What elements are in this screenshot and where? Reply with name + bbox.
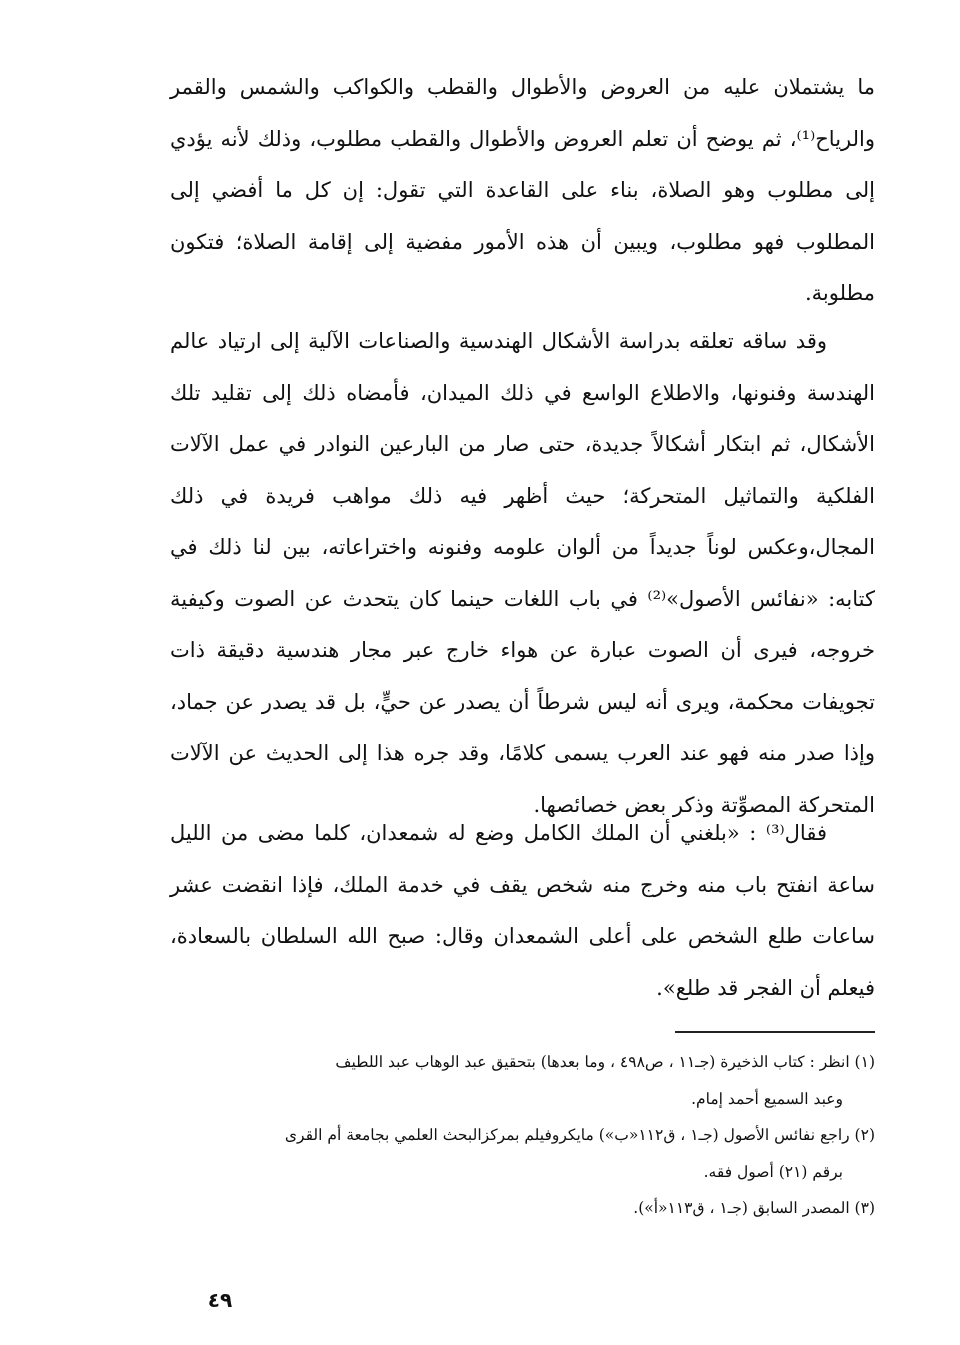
- body-paragraph-1: ما يشتملان عليه من العروض والأطوال والقطب والكواكب والشمس والقمر والرياح⁽¹⁾، ثم يوضح أن تعلم العروض والأطوال والقطب مطلوب، وذلك لأنه يؤدي إلى مطلوب وهو الصلاة، بناء على القاعدة التي تقول: إن كل ما أفضي إلى المطلوب فهو مطلوب، ويبين أن هذه الأمور مفضية إلى إقامة الصلاة؛ فتكون مطلوبة.: [170, 75, 875, 305]
- footnote-1: (١) انظر : كتاب الذخيرة (جـ١١ ، ص٤٩٨ ، وما بعدها) بتحقيق عبد الوهاب عبد اللطيف: [335, 1053, 875, 1071]
- footnote-2-continuation: برقم (٢١) أصول فقه.: [703, 1162, 843, 1181]
- footnote-1-continuation: وعبد السميع أحمد إمام.: [691, 1089, 843, 1108]
- footnote-separator: [675, 1031, 875, 1033]
- footnotes: [170, 1044, 875, 1227]
- body-paragraph-3: فقال⁽³⁾ : «بلغني أن الملك الكامل وضع له شمعدان، كلما مضى من الليل ساعة انفتح باب منه وخرج منه شخص يقف في خدمة الملك، فإذا انقضت عشر ساعات طلع الشخص على أعلى الشمعدان وقال: صبح الله السلطان بالسعادة، فيعلم أن الفجر قد طلع».: [170, 821, 875, 1000]
- footnote-2: (٢) راجع نفائس الأصول (جـ١ ، ق١١٢«ب») مايكروفيلم بمركزالبحث العلمي بجامعة أم القرى: [284, 1126, 875, 1144]
- footnote-3: (٣) المصدر السابق (جـ١ ، ق١١٣«أ»).: [633, 1199, 875, 1217]
- body-paragraph-2: وقد ساقه تعلقه بدراسة الأشكال الهندسية والصناعات الآلية إلى ارتياد عالم الهندسة وفنونها، والاطلاع الواسع في ذلك الميدان، فأمضاه ذلك إلى تقليد تلك الأشكال، ثم ابتكار أشكالاً جديدة، حتى صار من البارعين النوادر في عمل الآلات الفلكية والتماثيل المتحركة؛ حيث أظهر فيه ذلك مواهب فريدة في ذلك المجال،وعكس لوناً جديداً من ألوان علومه وفنونه واختراعاته، بين لنا ذلك في كتابه: «نفائس الأصول»⁽²⁾ في باب اللغات حينما كان يتحدث عن الصوت وكيفية خروجه، فيرى أن الصوت عبارة عن هواء خارج عبر مجار هندسية دقيقة ذات تجويفات محكمة، ويرى أنه ليس شرطاً أن يصدر عن حيٍّ، بل قد يصدر عن جماد، وإذا صدر منه فهو عند العرب يسمى كلامًا، وقد جره هذا إلى الحديث عن الآلات المتحركة المصوِّتة وذكر بعض خصائصها.: [170, 329, 875, 817]
- page-number: ٤٩: [207, 1288, 233, 1312]
